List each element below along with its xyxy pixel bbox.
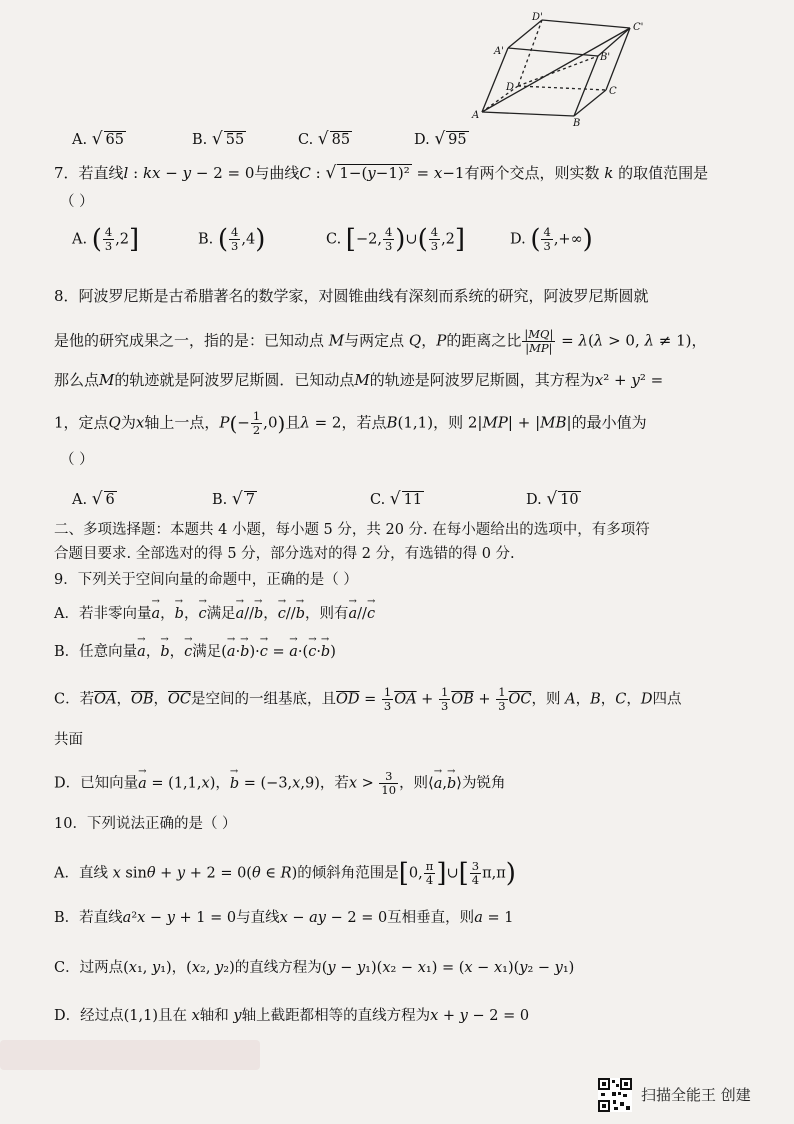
q10-option-d[interactable]: D．经过点(1,1)且在 x轴和 y轴上截距都相等的直线方程为x + y − 2 = 0 (54, 1008, 530, 1024)
q6-option-d[interactable]: D. √ 95 (414, 129, 467, 149)
q10-option-a[interactable]: A．直线 x sinθ + y + 2 = 0(θ ∈ R)的倾斜角范围是[0, $\frac{\pi}{4}$ ]∪[ $\frac{3}{4}$ π,π) (54, 858, 516, 889)
q9-option-c-line1[interactable]: C．若$\overline{OA}$，$\overline{OB}$，$\overline{OC}$是空间的一组基底，且$\overline{OD}$ = $\frac{1}{3}$ $\overline{OA}$ + $\frac{1}{3}$ $\overline{OB}$ + $\frac{1}{3}$ $\overline{OC}$，则 A，B，C，D四点 (54, 685, 682, 713)
q8-blank: （ ） (60, 452, 94, 468)
q8-option-d[interactable]: D. √ 10 (526, 489, 579, 509)
q7-option-c[interactable]: C. [−2, $\frac{4}{3}$ )∪( $\frac{4}{3}$ ,2] (326, 224, 466, 255)
q6-option-a[interactable]: A. √ 65 (72, 129, 124, 149)
q9-stem: 9．下列关于空间向量的命题中，正确的是（ ） (54, 572, 358, 588)
q9-option-d[interactable]: D．已知向量→ a = (1,1,x)，→ b = (−3,x,9)，若x > $\frac{3}{10}$ ，则⟨→ a,→ b⟩为锐角 (54, 770, 505, 797)
q9-option-b[interactable]: B．任意向量→ a，→ b，→ c满足(→ a·→ b)·→ c = → a·(→ c·→ b) (54, 642, 336, 662)
section2-heading-line2: 合题目要求. 全部选对的得 5 分，部分选对的得 2 分，有选错的得 0 分. (54, 546, 515, 562)
vertex-label: C (609, 86, 617, 97)
q8-option-b[interactable]: B. √ 7 (212, 489, 255, 509)
q8-line2: 是他的研究成果之一，指的是：已知动点 M与两定点 Q，P的距离之比 $\frac{|MQ|}{|MP|}$ = λ(λ > 0, λ ≠ 1)， (54, 327, 707, 355)
vertex-label: C' (633, 22, 644, 33)
vertex-label: D' (532, 12, 543, 23)
q9-option-a[interactable]: A．若非零向量→ a，→ b，→ c满足→ a//→ b，→ c//→ b，则有→ a//→ c (54, 604, 375, 624)
q7-stem: 7．若直线l : kx − y − 2 = 0与曲线C : √ 1−(y−1)² = x−1有两个交点，则实数 k 的取值范围是 (54, 163, 709, 183)
q6-option-b[interactable]: B. √ 55 (192, 129, 245, 149)
q6-option-a-value: 65 (105, 132, 124, 148)
q10-option-c[interactable]: C．过两点(x₁, y₁)，(x₂, y₂)的直线方程为(y − y₁)(x₂ − x₁) = (x − x₁)(y₂ − y₁) (54, 960, 575, 976)
q7-option-d[interactable]: D. ( $\frac{4}{3}$ ,+∞) (510, 224, 593, 255)
vertex-label: A' (494, 46, 504, 57)
q8-option-a[interactable]: A. √ 6 (72, 489, 115, 509)
q7-option-b[interactable]: B. ( $\frac{4}{3}$ ,4) (198, 224, 266, 255)
q7-option-a[interactable]: A. ( $\frac{4}{3}$ ,2] (72, 224, 140, 255)
q7-blank: （ ） (60, 194, 94, 210)
q8-line3: 那么点M的轨迹就是阿波罗尼斯圆．已知动点M的轨迹是阿波罗尼斯圆，其方程为x² + y² = (54, 371, 664, 389)
vertex-label: A (472, 110, 480, 121)
q8-line4: 1，定点Q为x轴上一点，P(− $\frac{1}{2}$ ,0)且λ = 2，若点B(1,1)，则 2|MP| + |MB|的最小值为 (54, 409, 647, 437)
parallelepiped-figure (470, 8, 660, 126)
q10-option-b[interactable]: B．若直线a²x − y + 1 = 0与直线x − ay − 2 = 0互相垂直，则a = 1 (54, 910, 514, 926)
scanner-watermark: 扫描全能王 创建 (641, 1086, 751, 1104)
scan-stain (0, 1040, 260, 1070)
q10-stem: 10．下列说法正确的是（ ） (54, 816, 237, 832)
vertex-label: B (573, 118, 581, 126)
q8-line1: 8．阿波罗尼斯是古希腊著名的数学家，对圆锥曲线有深刻而系统的研究，阿波罗尼斯圆就 (54, 287, 649, 305)
q6-option-c[interactable]: C. √ 85 (298, 129, 351, 149)
vertex-label: B' (600, 52, 611, 63)
q9-option-c-line2: 共面 (54, 732, 83, 748)
section2-heading-line1: 二、多项选择题：本题共 4 小题，每小题 5 分，共 20 分. 在每小题给出的选项中，有多项符 (54, 522, 650, 538)
vertex-label: D (506, 82, 515, 93)
qr-code-icon (598, 1078, 632, 1112)
q8-option-c[interactable]: C. √ 11 (370, 489, 423, 509)
